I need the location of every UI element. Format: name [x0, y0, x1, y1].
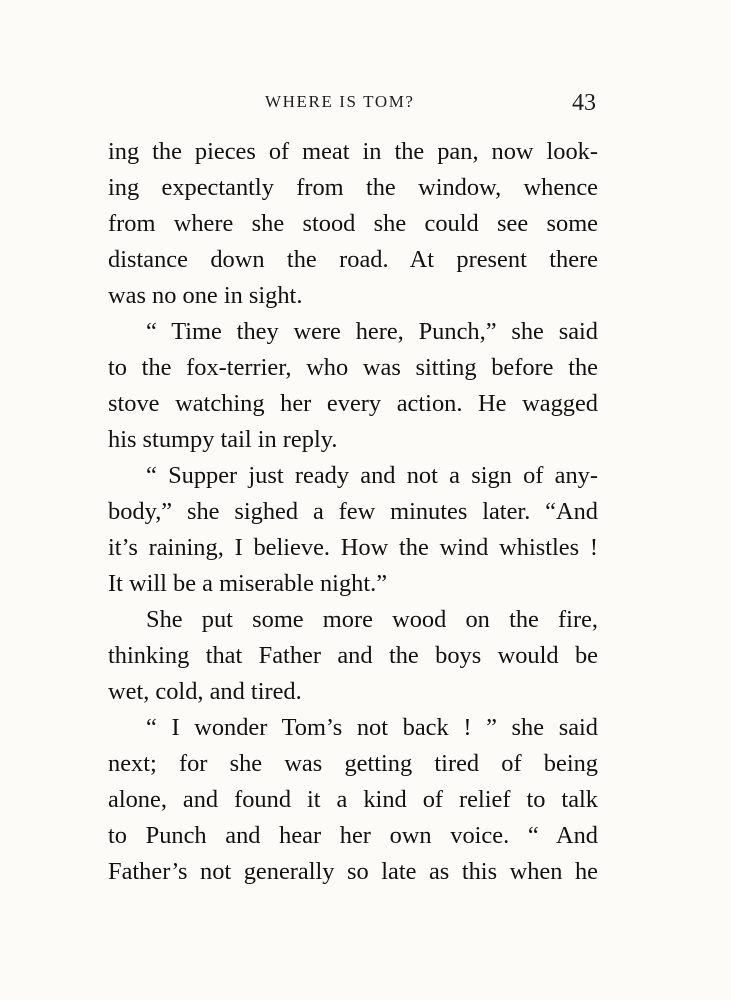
running-head — [108, 92, 598, 122]
text-line: wet, cold, and tired. — [108, 678, 302, 705]
text-line: She put some more wood on the fire, — [146, 606, 598, 633]
text-line: It will be a miserable night.” — [108, 570, 388, 597]
text-line: stove watching her every action. He wagged — [108, 390, 598, 417]
text-line: his stumpy tail in reply. — [108, 426, 338, 453]
text-line: distance down the road. At present there — [108, 246, 598, 273]
text-line: thinking that Father and the boys would be — [108, 642, 598, 669]
text-line: “ Time they were here, Punch,” she said — [146, 318, 598, 345]
text-line: ing the pieces of meat in the pan, now look- — [108, 138, 598, 165]
running-title: WHERE IS TOM? — [265, 92, 415, 111]
text-line: “ I wonder Tom’s not back ! ” she said — [146, 714, 598, 741]
text-line: was no one in sight. — [108, 282, 303, 309]
text-line: “ Supper just ready and not a sign of any- — [146, 462, 598, 489]
text-line: alone, and found it a kind of relief to talk — [108, 786, 598, 813]
page-number: 43 — [572, 90, 596, 116]
text-line: to Punch and hear her own voice. “ And — [108, 822, 598, 849]
text-line: to the fox-terrier, who was sitting before the — [108, 354, 598, 381]
text-line: body,” she sighed a few minutes later. “And — [108, 498, 598, 525]
text-line: ing expectantly from the window, whence — [108, 174, 598, 201]
text-line: from where she stood she could see some — [108, 210, 598, 237]
body-text — [108, 134, 598, 890]
text-line: it’s raining, I believe. How the wind whistles ! — [108, 534, 598, 561]
text-line: next; for she was getting tired of being — [108, 750, 598, 777]
text-line: Father’s not generally so late as this when he — [108, 858, 598, 885]
